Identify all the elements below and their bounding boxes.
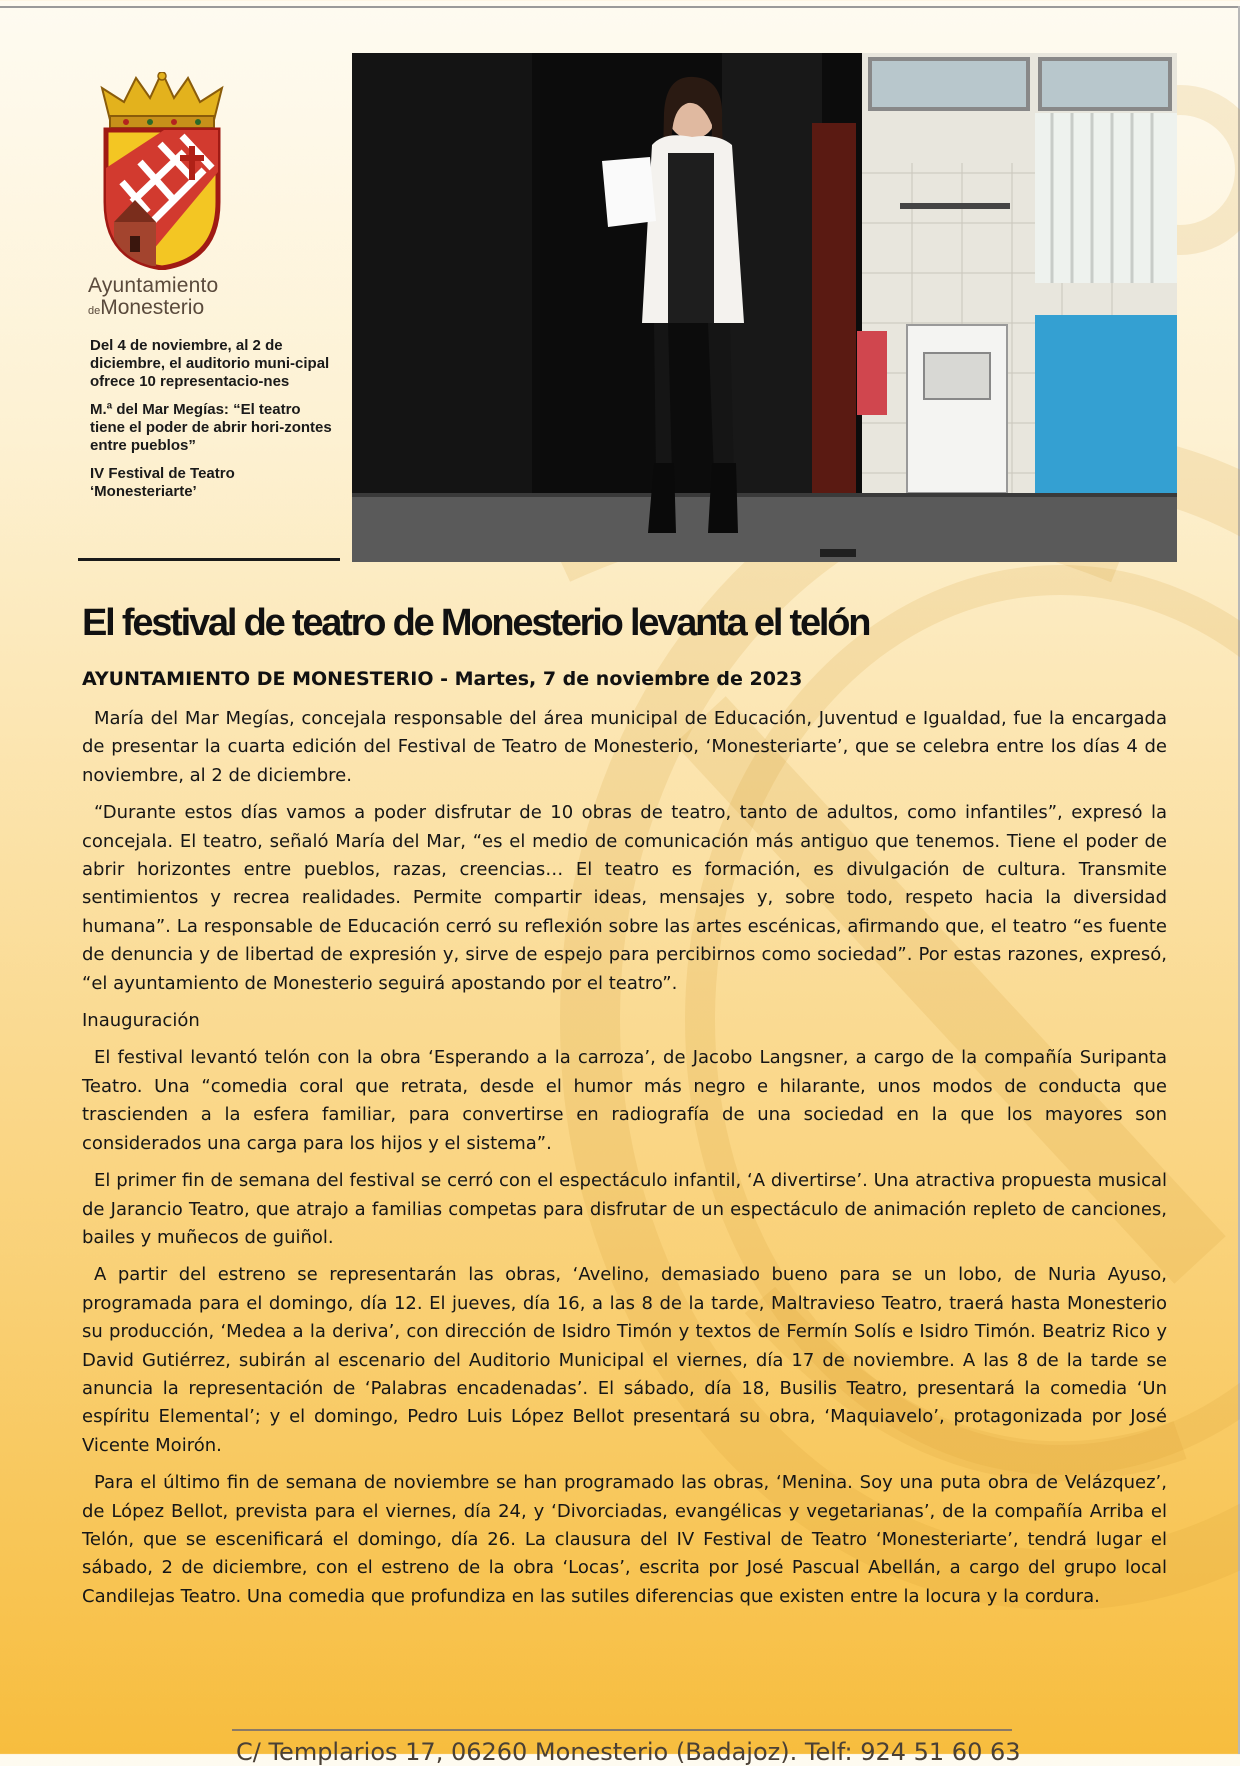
highlights-sidebar xyxy=(90,337,335,511)
sidebar-divider xyxy=(78,558,340,561)
article-paragraph: A partir del estreno se representarán las obras, ‘Avelino, demasiado bueno para se un lobo, de Nuria Ayuso, programada para el domingo, día 12. El jueves, día 16, a las 8 de la tarde, Maltravieso Teatro, traerá hasta Monesterio su producción, ‘Medea a la deriva’, con dirección de Isidro Timón y textos de Fermín Solís e Isidro Timón. Beatriz Rico y David Gutiérrez, subirán al escenario del Auditorio Municipal el viernes, día 17 de noviembre. A las 8 de la tarde se anuncia la representación de ‘Palabras encadenadas’. El sábado, día 18, Busilis Teatro, presentará la comedia ‘Un espíritu Elemental’; y el domingo, Pedro Luis López Bellot presentará su obra, ‘Maquiavelo’, protagonizada por José Vicente Moirón. xyxy=(82,1264,1167,1456)
article-byline: AYUNTAMIENTO DE MONESTERIO - Martes, 7 de noviembre de 2023 xyxy=(82,668,803,690)
article-paragraph: El festival levantó telón con la obra ‘Esperando a la carroza’, de Jacobo Langsner, a cargo de la compañía Suripanta Teatro. Una “comedia coral que retrata, desde el humor más negro e hilarante, unos modos de conducta que trascienden a la esfera familiar, para convertirse en radiografía de una sociedad en la que los mayores son considerados una carga para los hijos y el sistema”. xyxy=(82,1047,1167,1154)
highlight-item: Del 4 de noviembre, al 2 de diciembre, el auditorio muni-cipal ofrece 10 representacio-nes xyxy=(90,337,330,390)
footer-divider xyxy=(232,1729,1012,1731)
logo-text-monesterio xyxy=(88,296,238,320)
footer-address: C/ Templarios 17, 06260 Monesterio (Badajoz). Telf: 924 51 60 63 xyxy=(236,1738,1021,1766)
logo-text-town: Monesterio xyxy=(100,296,205,319)
logo-text-ayuntamiento: Ayuntamiento xyxy=(88,274,219,297)
coat-of-arms-icon xyxy=(92,72,232,270)
article-headline: El festival de teatro de Monesterio levanta el telón xyxy=(82,602,870,644)
municipal-logo xyxy=(88,72,238,320)
article-body xyxy=(82,705,1167,1620)
article-paragraph: María del Mar Megías, concejala responsable del área municipal de Educación, Juventud e Igualdad, fue la encargada de presentar la cuarta edición del Festival de Teatro de Monesterio, ‘Monesteriarte’, que se celebra entre los días 4 de noviembre, al 2 de diciembre. xyxy=(82,708,1167,786)
highlight-item: M.ª del Mar Megías: “El teatro tiene el poder de abrir hori-zontes entre pueblos” xyxy=(90,401,332,454)
article-paragraph: Para el último fin de semana de noviembre se han programado las obras, ‘Menina. Soy una puta obra de Velázquez’, de López Bellot, prevista para el viernes, día 24, y ‘Divorciadas, evangélicas y vegetarianas’, de la compañía Arriba el Telón, que se escenificará el domingo, día 26. La clausura del IV Festival de Teatro ‘Monesteriarte’, tendrá lugar el sábado, 2 de diciembre, con el estreno de la obra ‘Locas’, escrita por José Pascual Abellán, a cargo del grupo local Candilejas Teatro. Una comedia que profundiza en las sutiles diferencias que existen entre la locura y la cordura. xyxy=(82,1472,1167,1607)
stage-photo xyxy=(352,53,1177,562)
article-subheading: Inauguración xyxy=(82,1010,200,1032)
article-paragraph: “Durante estos días vamos a poder disfrutar de 10 obras de teatro, tanto de adultos, como infantiles”, expresó la concejala. El teatro, señaló María del Mar, “es el medio de comunicación más antiguo que tenemos. Tiene el poder de abrir horizontes entre pueblos, razas, creencias… El teatro es formación, es divulgación de cultura. Transmite sentimientos y recrea realidades. Permite compartir ideas, mensajes y, sobre todo, respeto hacia la diversidad humana”. La responsable de Educación cerró su reflexión sobre las artes escénicas, afirmando que, el teatro “es fuente de denuncia y de libertad de expresión y, sirve de espejo para percibirnos como sociedad”. Por estas razones, expresó, “el ayuntamiento de Monesterio seguirá apostando por el teatro”. xyxy=(82,802,1167,994)
highlight-item: IV Festival de Teatro ‘Monesteriarte’ xyxy=(90,465,235,500)
logo-text-de: de xyxy=(88,305,101,317)
article-paragraph: El primer fin de semana del festival se cerró con el espectáculo infantil, ‘A divertirse’. Una atractiva propuesta musical de Jarancio Teatro, que atrajo a familias competas para disfrutar de un espectáculo de animación repleto de canciones, bailes y muñecos de guiñol. xyxy=(82,1170,1167,1248)
